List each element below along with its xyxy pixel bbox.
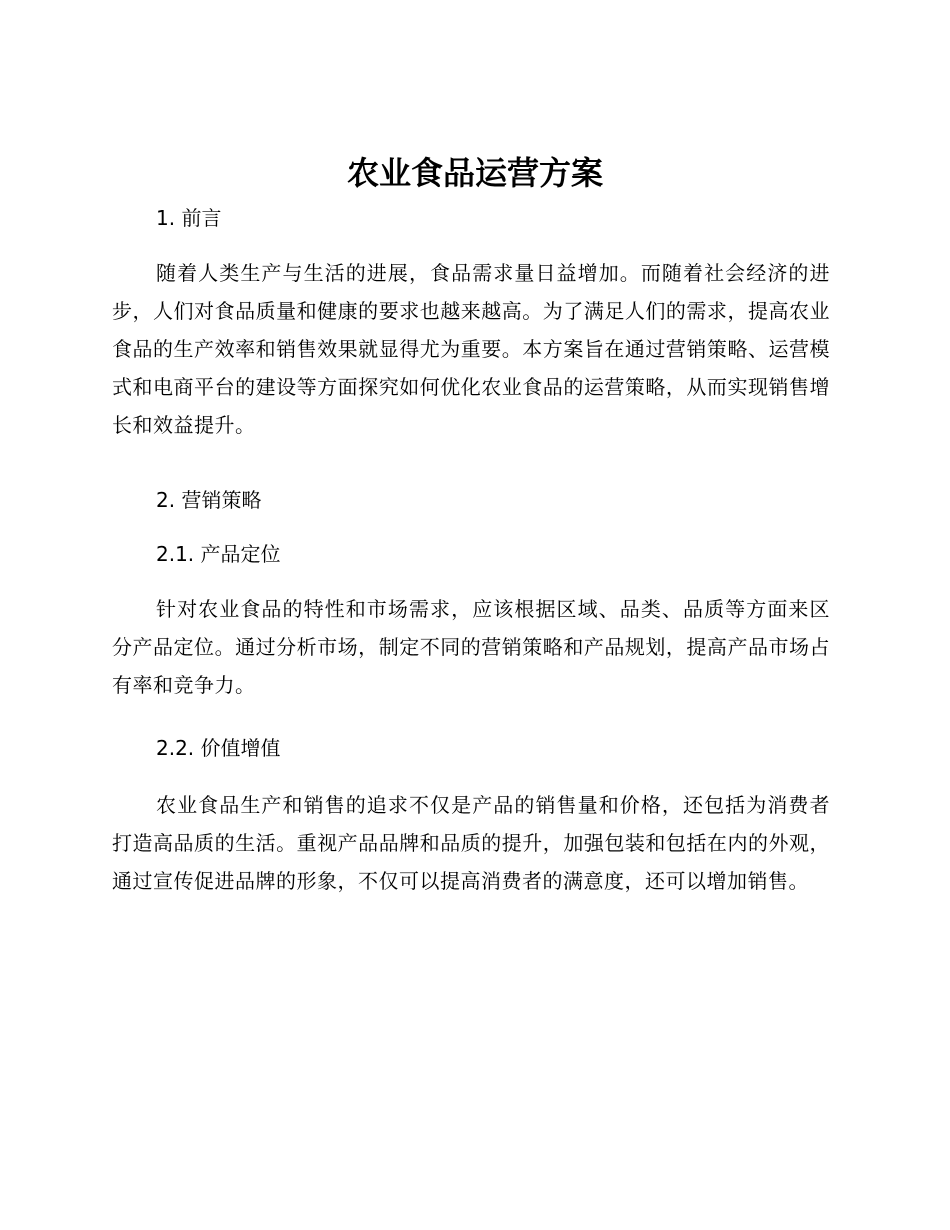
section-heading-product-positioning: 2.1. 产品定位 — [156, 542, 281, 566]
document-title: 农业食品运营方案 — [346, 154, 603, 192]
section-heading-preface: 1. 前言 — [156, 206, 222, 230]
section-paragraph-value-added: 农业食品生产和销售的追求不仅是产品的销售量和价格，还包括为消费者打造高品质的生活。重视产品品牌和品质的提升，加强包装和包括在内的外观，通过宣传促进品牌的形象，不仅可以提高消费者的满意度，还可以增加销售。 — [112, 793, 830, 893]
section-paragraph-product-positioning: 针对农业食品的特性和市场需求，应该根据区域、品类、品质等方面来区分产品定位。通过分析市场，制定不同的营销策略和产品规划，提高产品市场占有率和竞争力。 — [112, 597, 830, 697]
section-paragraph-preface: 随着人类生产与生活的进展，食品需求量日益增加。而随着社会经济的进步，人们对食品质量和健康的要求也越来越高。为了满足人们的需求，提高农业食品的生产效率和销售效果就显得尤为重要。本方案旨在通过营销策略、运营模式和电商平台的建设等方面探究如何优化农业食品的运营策略，从而实现销售增长和效益提升。 — [112, 261, 830, 437]
section-heading-value-added: 2.2. 价值增值 — [156, 736, 281, 760]
section-heading-marketing-strategy: 2. 营销策略 — [156, 488, 262, 512]
